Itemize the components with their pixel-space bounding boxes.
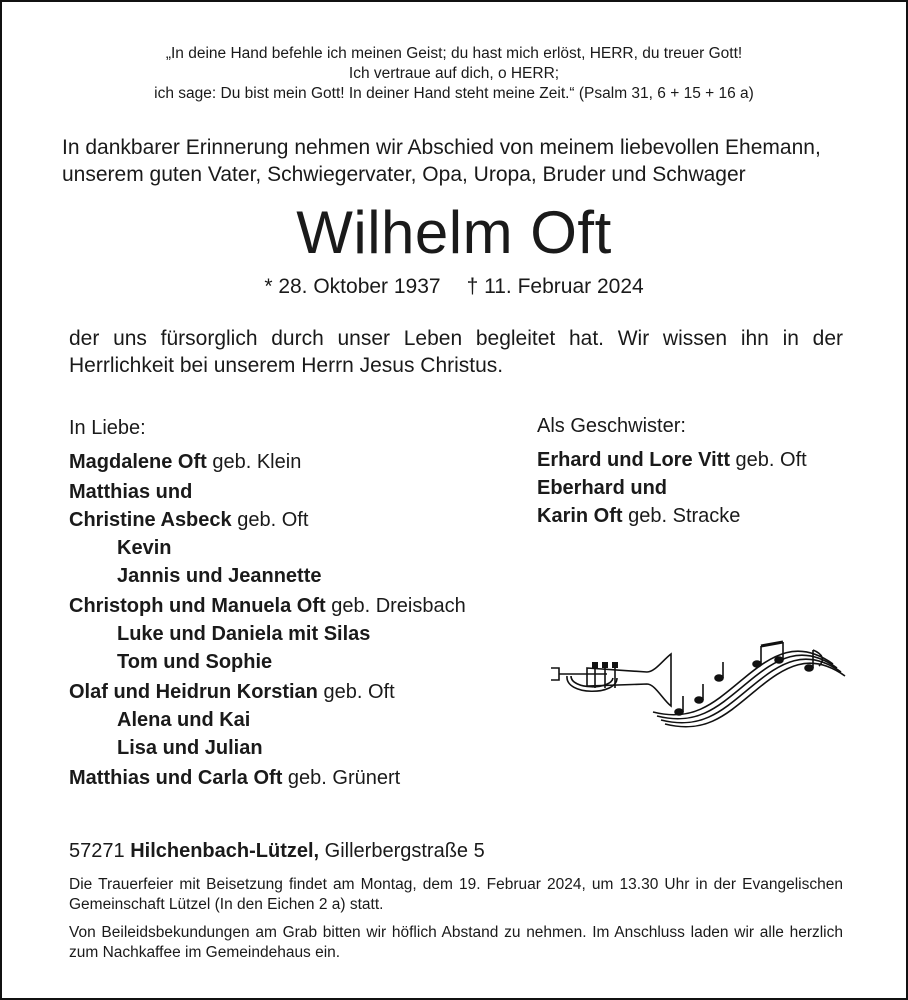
address-city: Hilchenbach-Lützel,: [130, 840, 320, 862]
family-entry: Christine Asbeck geb. Oft: [69, 509, 309, 531]
grandchild-entry: Luke und Daniela mit Silas: [117, 623, 371, 645]
sibling-entry: Eberhard und: [537, 477, 668, 499]
siblings-list: [537, 412, 877, 530]
family-list: [69, 414, 529, 792]
address-zip: 57271: [69, 840, 125, 862]
grandchild-entry: Tom und Sophie: [117, 651, 273, 673]
psalm-quote: [2, 44, 906, 104]
intro-line-1: In dankbarer Erinnerung nehmen wir Abschied von meinem liebevollen Ehemann,: [62, 136, 821, 159]
death-date: † 11. Februar 2024: [466, 275, 644, 298]
grandchild-entry: Kevin: [117, 537, 172, 559]
psalm-line-3: ich sage: Du bist mein Gott! In deiner Hand steht meine Zeit.“ (Psalm 31, 6 + 15 + 16 a): [154, 85, 754, 102]
birth-date: * 28. Oktober 1937: [264, 275, 441, 298]
sibling-entry: Karin Oft geb. Stracke: [537, 505, 741, 527]
funeral-notice: Die Trauerfeier mit Beisetzung findet am Montag, dem 19. Februar 2024, um 13.30 Uhr in der Evangelischen Gemeinschaft Lützel (In den Eichen 2 a) statt.: [69, 876, 843, 913]
family-entry: Magdalene Oft geb. Klein: [69, 451, 302, 473]
grandchild-entry: Jannis und Jeannette: [117, 565, 322, 587]
family-entry: Olaf und Heidrun Korstian geb. Oft: [69, 681, 395, 703]
psalm-line-1: „In deine Hand befehle ich meinen Geist; du hast mich erlöst, HERR, du treuer Gott!: [165, 45, 743, 62]
condolence-notice: Von Beileidsbekundungen am Grab bitten wir höflich Abstand zu nehmen. Im Anschluss laden wir alle herzlich zum Nachkaffee im Gemeindehaus ein.: [69, 924, 843, 961]
description-text: der uns fürsorglich durch unser Leben begleitet hat. Wir wissen ihn in der Herrlichkeit bei unserem Herrn Jesus Christus.: [69, 327, 843, 377]
psalm-line-2: Ich vertraue auf dich, o HERR;: [348, 65, 560, 82]
siblings-heading: Als Geschwister:: [537, 415, 686, 437]
grandchild-entry: Alena und Kai: [117, 709, 251, 731]
life-dates: [2, 274, 906, 300]
family-address: [69, 838, 485, 864]
family-entry: Christoph und Manuela Oft geb. Dreisbach: [69, 595, 466, 617]
family-heading: In Liebe:: [69, 417, 146, 439]
family-entry: Matthias und Carla Oft geb. Grünert: [69, 767, 401, 789]
family-entry: Matthias und: [69, 481, 193, 503]
intro-text: [62, 134, 862, 188]
sibling-entry: Erhard und Lore Vitt geb. Oft: [537, 449, 807, 471]
trumpet-with-music-notes-icon: [547, 638, 847, 733]
deceased-name: Wilhelm Oft: [296, 199, 612, 266]
intro-line-2: unserem guten Vater, Schwiegervater, Opa, Uropa, Bruder und Schwager: [62, 163, 746, 186]
address-street: Gillerbergstraße 5: [324, 840, 485, 862]
grandchild-entry: Lisa und Julian: [117, 737, 263, 759]
